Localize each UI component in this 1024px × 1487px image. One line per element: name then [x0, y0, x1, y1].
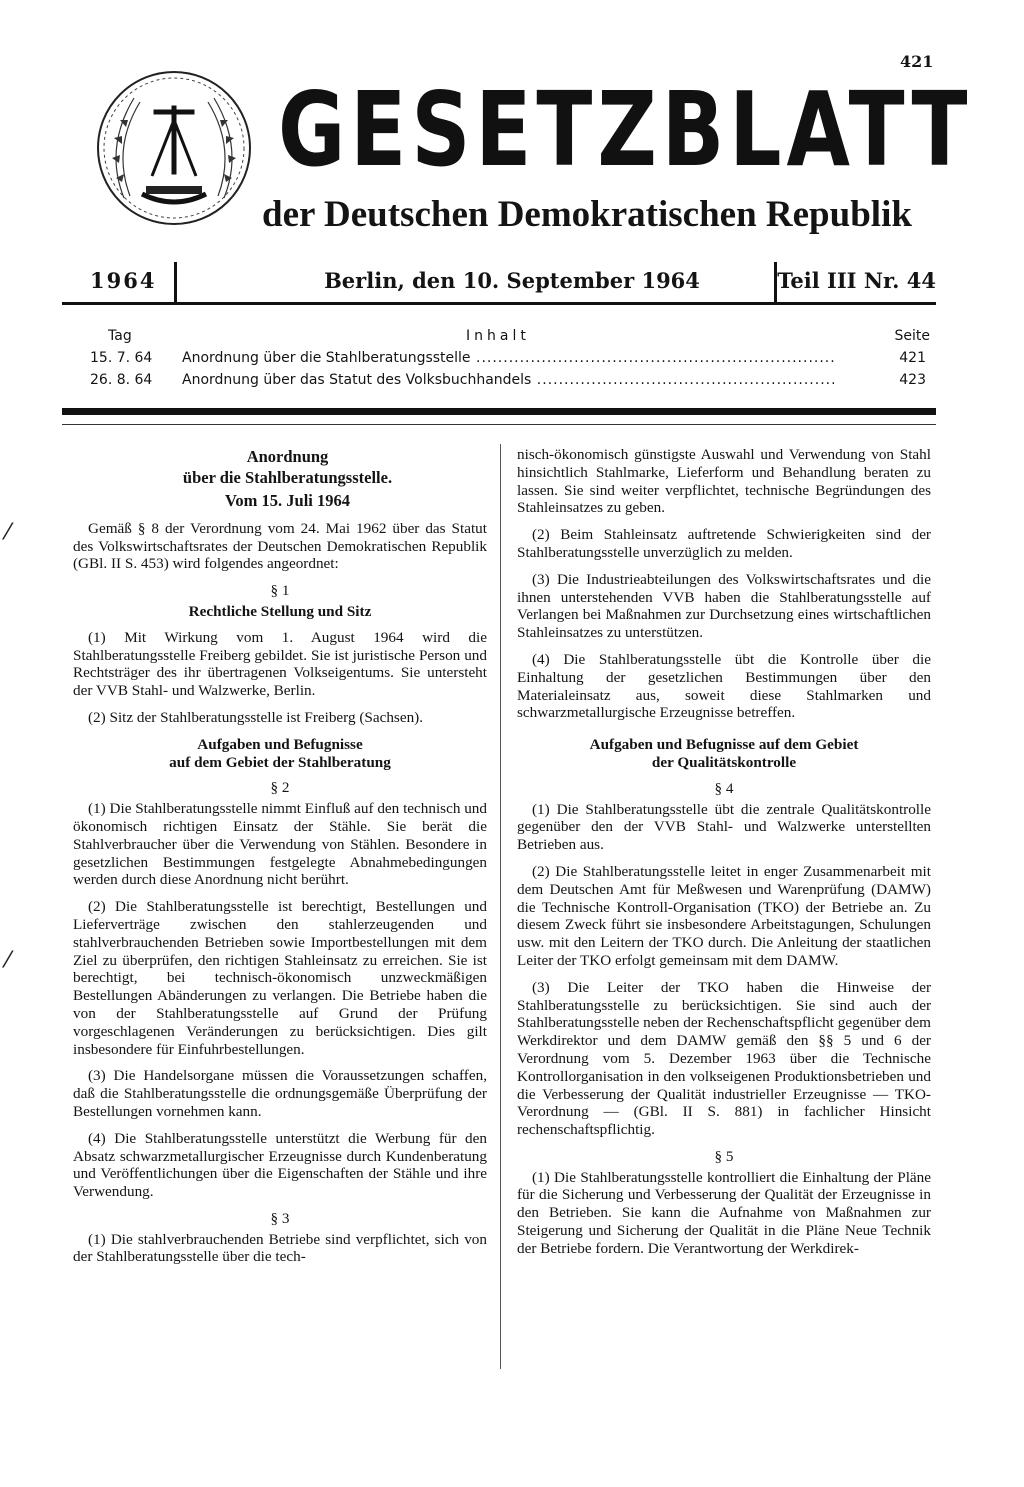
toc-heading: Inhalt: [466, 328, 530, 344]
toc-title: Anordnung über die Stahlberatungsstelle .....: [182, 350, 834, 366]
toc-day: 26. 8. 64: [90, 372, 153, 388]
gazette-subtitle: der Deutschen Demokratischen Republik: [262, 194, 912, 235]
article-title-line2: über die Stahlberatungsstelle.: [182, 468, 393, 487]
paragraph: (1) Die Stahlberatungsstelle kontrolliert die Einhaltung der Pläne für die Sicherung und Verbesserung der Qualität der Erzeugnisse in den Betrieben. Sie kann die Aufnahme von Maßnahmen zur Steigerung und Sicherung der Qualität in die Pläne Neue Technik der Betriebe fordern. Die Verantwortung der Werkdirek-: [517, 1168, 931, 1257]
paragraph: (4) Die Stahlberatungsstelle übt die Kontrolle über die Einhaltung der gesetzlichen Bestimmungen über den Materialeinsatz aus, soweit diese Stahlmarken und schwarzmetallurgische Erzeugnisse betreffen.: [517, 650, 931, 722]
page-number: 421: [900, 52, 934, 71]
paragraph: (2) Die Stahlberatungsstelle ist berechtigt, Bestellungen und Lieferverträge zwischen den stahlerzeugenden und stahlverbrauchenden Betrieben sowie Importbestellungen mit dem Ziel zu überprüfen, den richtigen Stahleinsatz zu erreichen. Sie ist berechtigt, bei technisch-ökonomisch unzweckmäßigen Bestellungen Abänderungen zu verlangen. Die Betriebe haben die von der Stahlberatungsstelle auf Grund der Prüfung vorgeschlagenen Veränderungen zu berücksichtigen. Dies gilt insbesondere für Einfuhrbestellungen.: [73, 898, 487, 1058]
table-of-contents: [62, 328, 936, 394]
paragraph: (2) Sitz der Stahlberatungsstelle ist Freiberg (Sachsen).: [88, 708, 424, 726]
margin-tick-mark: ⁄: [6, 948, 10, 973]
toc-day: 15. 7. 64: [90, 350, 153, 366]
margin-tick-mark: ⁄: [6, 520, 10, 545]
paragraph: (1) Mit Wirkung vom 1. August 1964 wird die Stahlberatungsstelle Freiberg gebildet. Sie ist juristische Person und Rechtsträger des ihr übertragenen Volkseigentums. Sie untersteht der VVB Stahl- und Walzwerke, Berlin.: [73, 628, 487, 700]
toc-day-header: Tag: [108, 328, 132, 344]
paragraph: (2) Die Stahlberatungsstelle leitet in enger Zusammenarbeit mit dem Deutschen Amt für Meßwesen und Warenprüfung (DAMW) die Technische Kontroll-Organisation (TKO) der Betriebe an. Zu diesem Zweck führt sie insbesondere Arbeitstagungen, Schulungen usw. mit den Leitern der TKO durch. Die Anleitung der staatlichen Leiter der TKO erfolgt gemeinsam mit dem DAMW.: [517, 862, 931, 969]
toc-header: [62, 328, 936, 350]
thin-rule: [62, 424, 936, 425]
paragraph: (2) Beim Stahleinsatz auftretende Schwierigkeiten sind der Stahlberatungsstelle unverzüglich zu melden.: [517, 526, 931, 561]
paragraph: (3) Die Leiter der TKO haben die Hinweise der Stahlberatungsstelle zu berücksichtigen. Sie sind auch der Stahlberatungsstelle neben der Rechenschaftspflicht gegenüber dem Werkdirektor und dem DAMW gemäß den §§ 5 und 6 der Verordnung vom 5. Dezember 1963 über die Technische Kontrollorganisation in den volkseigenen Produktionsbetrieben und die Verbesserung der Qualität industrieller Erzeugnisse — TKO-Verordnung — (GBl. II S. 881) in fachlicher Hinsicht rechenschaftspflichtig.: [517, 978, 931, 1139]
paragraph: (1) Die Stahlberatungsstelle übt die zentrale Qualitätskontrolle gegenüber den der VVB Stahl- und Walzwerke unterstellten Betrieben aus.: [517, 800, 931, 854]
section-label: § 5: [714, 1147, 734, 1165]
section-label: § 2: [270, 779, 290, 797]
section-label: § 1: [270, 582, 290, 600]
state-emblem-icon: [94, 68, 254, 228]
section-heading: Aufgaben und Befugnisse: [197, 735, 363, 753]
issue-part: Teil III Nr. 44: [777, 268, 936, 293]
issue-divider: [174, 262, 177, 302]
paragraph: (1) Die Stahlberatungsstelle nimmt Einfluß auf den technisch und ökonomisch richtigen Einsatz der Stähle. Sie berät die Stahlverbraucher über die Verwendung von Stählen. Besondere in gesetzlichen Bestimmungen festgelegte Abnahmebedingungen werden durch diese Anordnung nicht berührt.: [73, 800, 487, 889]
paragraph: (4) Die Stahlberatungsstelle unterstützt die Werbung für den Absatz schwarzmetallurgischer Erzeugnisse durch Kundenberatung und Veröffentlichungen über die Eigenschaften der Stähle und ihre Verwendung.: [73, 1129, 487, 1201]
toc-page: 421: [899, 350, 926, 366]
right-column: [517, 446, 931, 1267]
paragraph-continuation: nisch-ökonomisch günstigste Auswahl und Verwendung von Stahl hinsichtlich Stahlmarke, Lieferform und Behandlung beraten zu lassen. Sie sind weiter verpflichtet, technische Begründungen des Stahleinsatzes zu geben.: [517, 446, 931, 517]
column-divider: [500, 444, 501, 1369]
heavy-rule: [62, 408, 936, 415]
section-heading: Aufgaben und Befugnisse auf dem Gebiet: [589, 736, 859, 754]
issue-year: 1964: [90, 268, 157, 293]
section-heading: auf dem Gebiet der Stahlberatung: [169, 753, 391, 771]
toc-page-header: Seite: [894, 328, 930, 344]
paragraph: (1) Die stahlverbrauchenden Betriebe sind verpflichtet, sich von der Stahlberatungsstelle über die tech-: [73, 1230, 487, 1266]
section-label: § 4: [714, 779, 734, 797]
left-column: [73, 446, 487, 1275]
issue-bar: [62, 262, 936, 305]
gazette-title: GESETZBLATT: [278, 71, 973, 190]
section-label: § 3: [270, 1209, 290, 1227]
toc-page: 423: [899, 372, 926, 388]
toc-row: [62, 350, 936, 372]
preamble: Gemäß § 8 der Verordnung vom 24. Mai 1962 über das Statut des Volkswirtschaftsrates der Deutschen Demokratischen Republik (GBl. II S. 453) wird folgendes angeordnet:: [73, 519, 487, 573]
section-heading: der Qualitätskontrolle: [651, 753, 797, 771]
paragraph: (3) Die Handelsorgane müssen die Voraussetzungen schaffen, daß die Stahlberatungsstelle die ordnungsgemäße Überprüfung der Bestellungen vornehmen kann.: [73, 1067, 487, 1120]
toc-title: Anordnung über das Statut des Volksbuchhandels .....: [182, 372, 834, 388]
section-heading: Rechtliche Stellung und Sitz: [188, 602, 372, 620]
article-date: Vom 15. Juli 1964: [225, 491, 350, 510]
article-title-line1: Anordnung: [246, 447, 329, 466]
paragraph: (3) Die Industrieabteilungen des Volkswirtschaftsrates und die ihnen unterstehenden VVB haben die Stahlberatungsstelle auf Verlangen bei Maßnahmen zur Durchsetzung eines wirtschaftlichen Stahleinsatzes zu unterstützen.: [517, 570, 931, 642]
issue-date: Berlin, den 10. September 1964: [324, 268, 700, 293]
toc-row: [62, 372, 936, 394]
